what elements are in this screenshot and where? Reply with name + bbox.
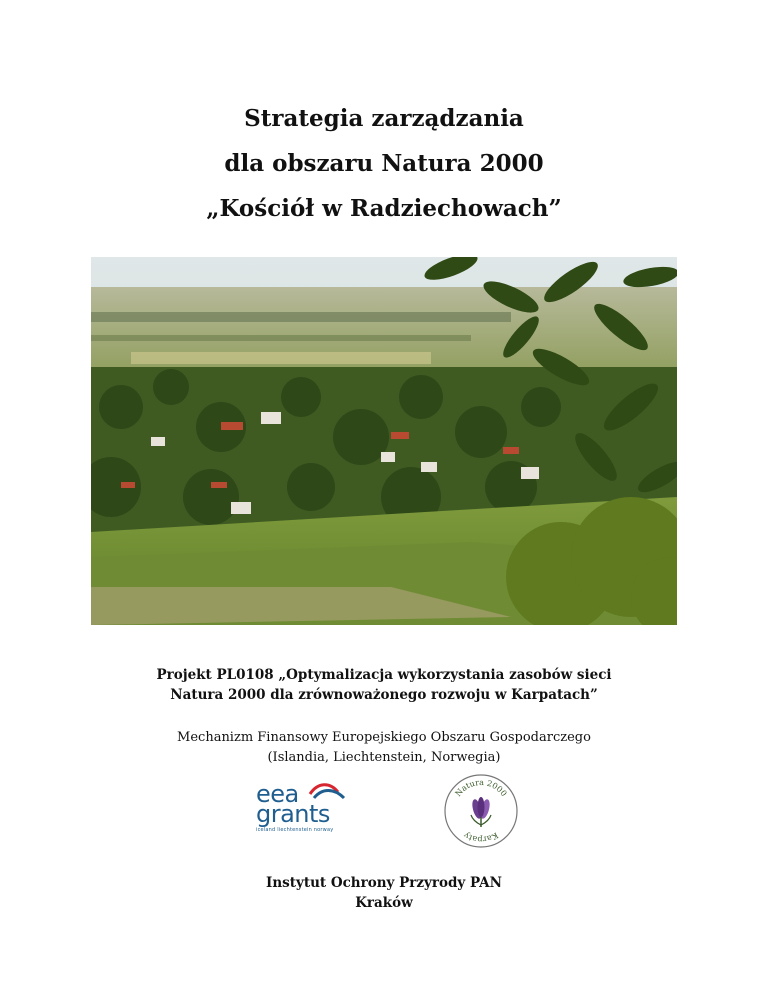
eea-word-1: eea <box>256 780 299 808</box>
project-line-2: Natura 2000 dla zrównoważonego rozwoju w Karpatach” <box>170 687 598 703</box>
project-description <box>0 665 768 705</box>
eea-word-2: grants <box>256 800 330 828</box>
institute-city: Kraków <box>355 895 413 911</box>
natura-2000-karpaty-logo <box>443 773 519 849</box>
institute-block <box>0 873 768 913</box>
project-line-1: Projekt PL0108 „Optymalizacja wykorzystania zasobów sieci <box>156 667 612 683</box>
mechanism-line-2: (Islandia, Liechtenstein, Norwegia) <box>267 750 501 765</box>
natura-top-text: Natura 2000 <box>453 777 509 799</box>
eea-grants-logo <box>256 780 356 836</box>
funding-mechanism <box>0 728 768 768</box>
document-title <box>0 96 768 231</box>
landscape-photo <box>91 257 677 625</box>
eea-countries: iceland liechtenstein norway <box>256 827 334 833</box>
title-line-2: dla obszaru Natura 2000 <box>224 150 544 177</box>
title-line-1: Strategia zarządzania <box>244 105 524 132</box>
natura-bottom-text: Karpaty <box>462 830 500 845</box>
mechanism-line-1: Mechanizm Finansowy Europejskiego Obszaru Gospodarczego <box>177 730 591 745</box>
institute-name: Instytut Ochrony Przyrody PAN <box>266 875 502 891</box>
title-line-3: „Kościół w Radziechowach” <box>206 195 562 222</box>
